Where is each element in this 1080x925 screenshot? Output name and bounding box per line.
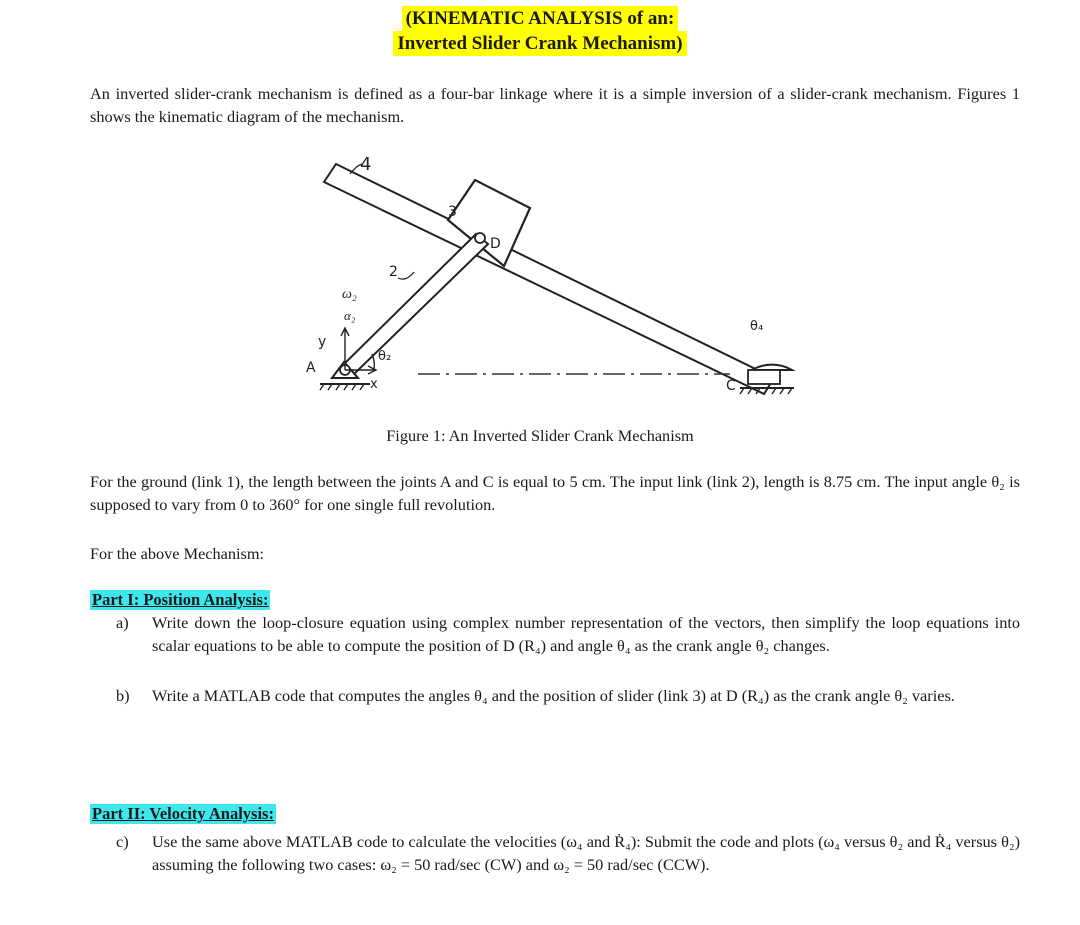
question-b [116, 684, 1020, 707]
title-line-1: (KINEMATIC ANALYSIS of an: [402, 6, 679, 31]
mechanism-diagram [300, 150, 820, 420]
label-theta2: θ₂ [378, 349, 392, 364]
part2-heading: Part II: Velocity Analysis: [92, 804, 274, 823]
question-b-label: b) [116, 686, 130, 705]
label-joint-c: C [726, 378, 736, 394]
intro-paragraph: An inverted slider-crank mechanism is defined as a four-bar linkage where it is a simple inversion of a slider-crank mechanism. Figures 1 shows the kinematic diagram of the mechanism. [90, 84, 1020, 126]
label-alpha2: α₂ [344, 308, 356, 323]
question-a-label: a) [116, 613, 129, 632]
label-link-2: 2 [389, 264, 398, 280]
title-line-2: Inverted Slider Crank Mechanism) [393, 31, 686, 56]
link-2 [340, 234, 488, 376]
label-link-3: 3 [448, 204, 457, 220]
label-link-4: 4 [360, 154, 372, 175]
part1-heading: Part I: Position Analysis: [92, 590, 269, 609]
question-c-text: Use the same above MATLAB code to calculate the velocities (ω₄ and Ṙ₄): Submit the code and plots (ω₄ versus θ₂ and Ṙ₄ versus θ₂) assuming the following two cases: ω₂ = 50 rad/sec (CW) and ω₂ = 50 rad/sec (CCW). [152, 832, 1020, 874]
question-a-text: Write down the loop-closure equation using complex number representation of the vectors, then simplify the loop equations into scalar equations to be able to compute the position of D (R₄) and angle θ₄ as the crank angle θ₂ changes. [152, 613, 1020, 655]
above-paragraph: For the above Mechanism: [90, 544, 265, 563]
label-x-axis: x [370, 377, 378, 392]
label-joint-d: D [490, 236, 501, 252]
question-a [116, 611, 1020, 657]
joint-d-pin [475, 233, 485, 243]
label-omega2: ω₂ [342, 287, 357, 302]
label-theta4: θ₄ [750, 319, 764, 334]
question-b-text: Write a MATLAB code that computes the angles θ₄ and the position of slider (link 3) at D (R₄) as the crank angle θ₂ varies. [152, 686, 955, 705]
label-joint-a: A [306, 360, 316, 376]
ground-paragraph: For the ground (link 1), the length between the joints A and C is equal to 5 cm. The input link (link 2), length is 8.75 cm. The input angle θ₂ is supposed to vary from 0 to 360° for one single full revolution. [90, 472, 1020, 514]
figure-caption: Figure 1: An Inverted Slider Crank Mechanism [386, 426, 694, 445]
question-c [116, 830, 1020, 876]
question-c-label: c) [116, 832, 129, 851]
label-y-axis: y [318, 334, 327, 350]
label-link-2-leader [398, 272, 414, 279]
document-title [0, 6, 1080, 56]
